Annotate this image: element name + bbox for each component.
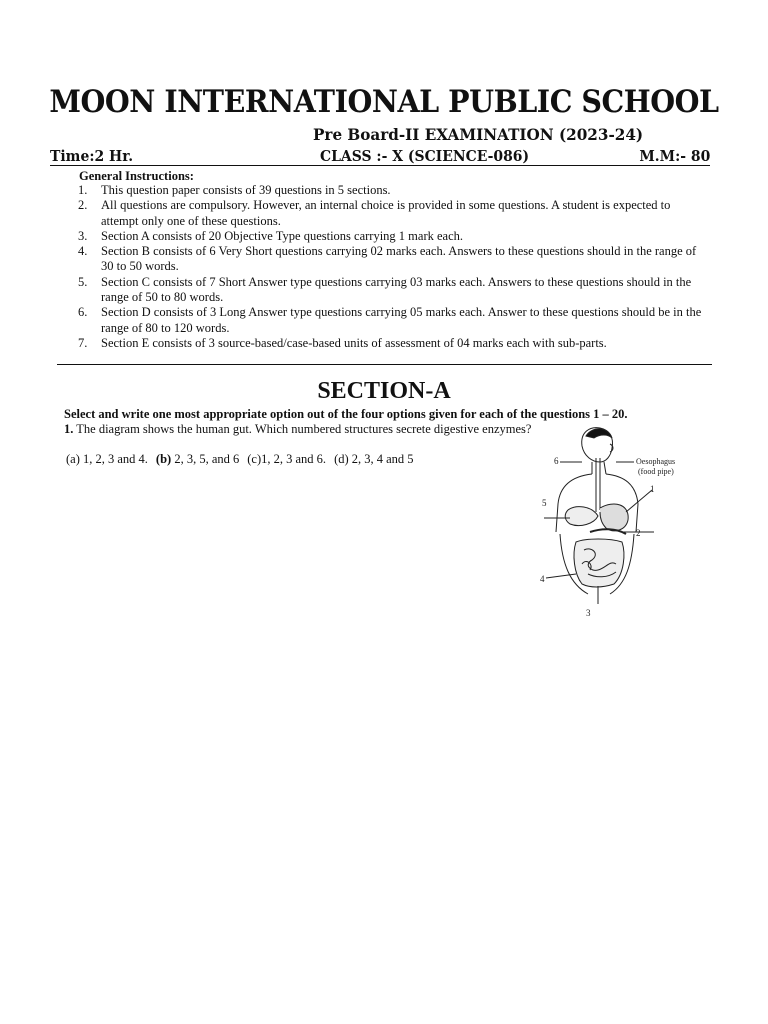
instruction-item	[74, 305, 710, 336]
diagram-label-6: 6	[554, 456, 559, 466]
instruction-number: 3.	[78, 228, 88, 243]
question-1-options	[66, 452, 422, 467]
instruction-text: This question paper consists of 39 questions in 5 sections.	[101, 183, 391, 197]
exam-meta-line	[50, 147, 710, 166]
option-b-text: 2, 3, 5, and 6	[171, 452, 240, 466]
option-c: (c)1, 2, 3 and 6.	[247, 452, 327, 466]
instruction-item	[74, 183, 710, 198]
exam-class: CLASS :- X (SCIENCE-086)	[320, 147, 530, 165]
instruction-number: 5.	[78, 274, 88, 289]
instruction-text: Section D consists of 3 Long Answer type questions carrying 05 marks each. Answer to these questions should be in the range of 80 to 120 words.	[101, 305, 702, 335]
instruction-item	[74, 336, 710, 351]
instruction-text: Section C consists of 7 Short Answer type questions carrying 03 marks each. Answers to these questions should in the range of 50 to 80 words.	[101, 274, 692, 305]
option-d: (d) 2, 3, 4 and 5	[334, 452, 414, 466]
question-number: 1.	[64, 422, 74, 436]
diagram-label-1: 1	[650, 484, 655, 494]
exam-time: Time:2 Hr.	[50, 147, 134, 165]
diagram-label-oesophagus: Oesophagus	[636, 457, 676, 466]
option-a: (a) 1, 2, 3 and 4.	[66, 452, 148, 466]
diagram-label-2: 2	[636, 528, 641, 538]
instruction-item	[74, 198, 710, 229]
instruction-number: 1.	[78, 183, 88, 197]
instruction-number: 7.	[78, 335, 88, 350]
instruction-item	[74, 229, 710, 244]
horizontal-divider	[57, 364, 712, 365]
school-name: MOON INTERNATIONAL PUBLIC SCHOOL	[49, 84, 719, 120]
question-text: The diagram shows the human gut. Which numbered structures secrete digestive enzymes?	[73, 422, 532, 436]
diagram-label-3: 3	[586, 608, 591, 618]
human-gut-diagram	[530, 424, 710, 620]
instruction-number: 4.	[78, 244, 88, 259]
instructions-title: General Instructions:	[79, 169, 194, 183]
instructions-list	[74, 183, 710, 351]
option-b-label: (b)	[155, 452, 172, 466]
instruction-item	[74, 275, 710, 306]
question-1	[64, 422, 531, 437]
instruction-number: 6.	[78, 305, 88, 320]
max-marks: M.M:- 80	[639, 147, 710, 165]
instruction-text: All questions are compulsory. However, an internal choice is provided in some questions. A student is expected to attempt only one of these questions.	[101, 198, 671, 228]
instruction-number: 2.	[78, 198, 88, 213]
option-b	[156, 452, 239, 467]
exam-title: Pre Board-II EXAMINATION (2023-24)	[313, 125, 644, 144]
diagram-label-5: 5	[542, 498, 547, 508]
instruction-item	[74, 244, 710, 275]
instruction-text: Section B consists of 6 Very Short questions carrying 02 marks each. Answers to these questions should in the range of 30 to 50 words.	[101, 244, 697, 274]
instruction-text: Section E consists of 3 source-based/case-based units of assessment of 04 marks each with sub-parts.	[101, 335, 607, 350]
section-title: SECTION-A	[317, 378, 451, 404]
instruction-text: Section A consists of 20 Objective Type questions carrying 1 mark each.	[101, 228, 464, 243]
diagram-label-4: 4	[540, 574, 545, 584]
section-directions: Select and write one most appropriate option out of the four options given for each of the questions 1 – 20.	[64, 407, 628, 421]
diagram-label-food-pipe: (food pipe)	[638, 467, 674, 476]
